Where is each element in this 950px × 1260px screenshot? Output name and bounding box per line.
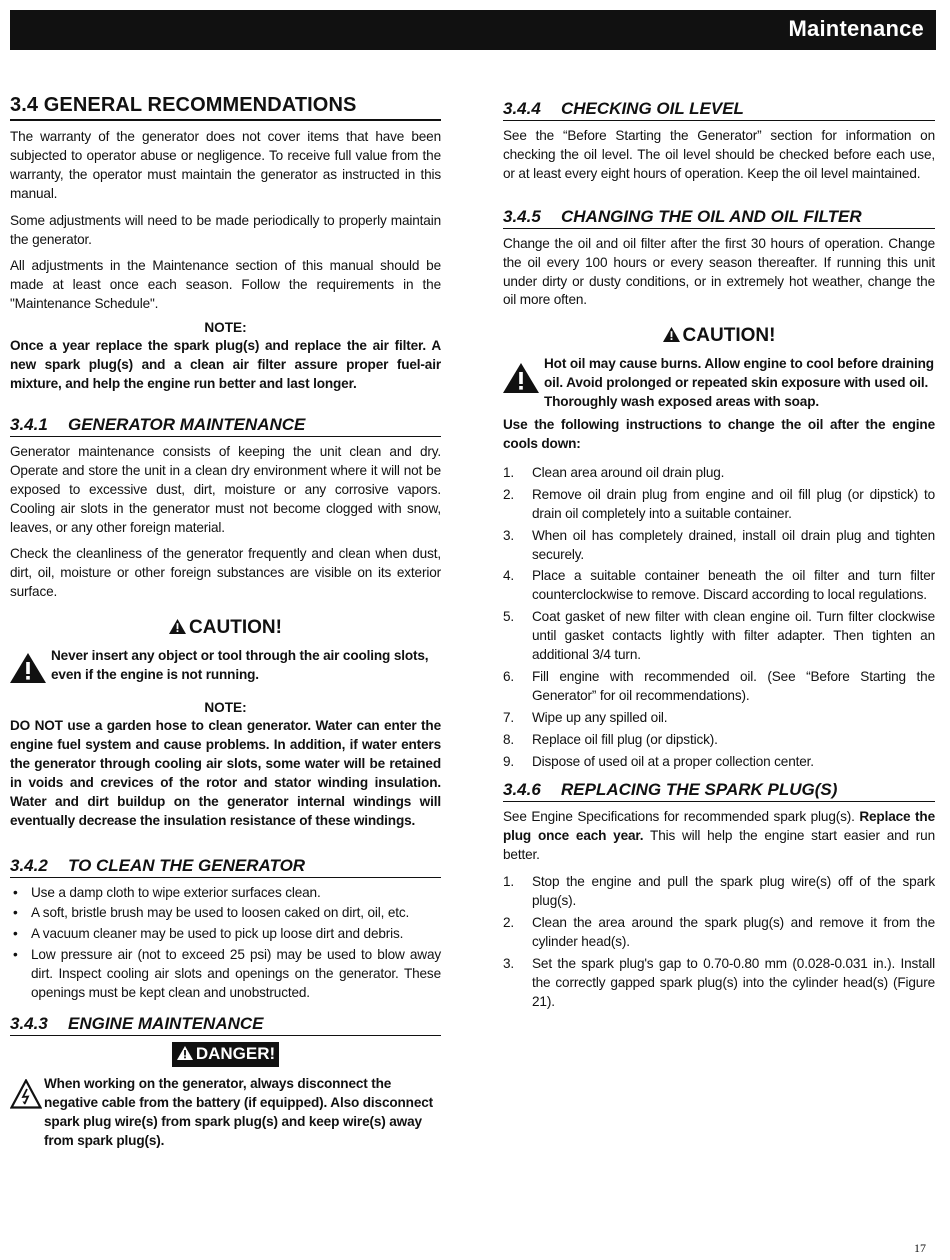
oil-change-steps	[503, 464, 935, 772]
paragraph: See Engine Specifications for recommended spark plug(s). Replace the plug once each year. This will help the engine start easier and run better.	[503, 809, 935, 863]
list-item: 1. Clean area around oil drain plug.	[503, 464, 725, 480]
section-heading-3-4: 3.4 GENERAL RECOMMENDATIONS	[10, 94, 441, 121]
warning-triangle-icon	[169, 617, 186, 641]
caution-heading	[503, 324, 935, 349]
note-label: NOTE:	[204, 320, 247, 336]
list-item: 3. When oil has completely drained, install oil drain plug and tighten securely.	[503, 527, 935, 562]
caution-text: Hot oil may cause burns. Allow engine to cool before draining oil. Avoid prolonged or repeated skin exposure with used oil. Thoroughly wash exposed areas with soap.	[544, 356, 934, 410]
subsection-heading-3-4-1	[10, 414, 441, 437]
subsection-title: GENERATOR MAINTENANCE	[68, 414, 306, 434]
bullet-icon: •	[13, 905, 18, 921]
subsection-title: ENGINE MAINTENANCE	[68, 1014, 264, 1033]
subsection-number: 3.4.3	[10, 1014, 48, 1033]
list-item: 6. Fill engine with recommended oil. (See “Before Starting the Generator” for oil recommendations).	[503, 668, 935, 703]
instructions-intro: Use the following instructions to change the oil after the engine cools down:	[503, 417, 935, 451]
page-number: 17	[914, 1241, 926, 1255]
subsection-heading-3-4-6	[503, 779, 935, 802]
spark-plug-steps	[503, 873, 935, 1011]
paragraph: Some adjustments will need to be made periodically to properly maintain the generator.	[10, 212, 441, 247]
paragraph: See the “Before Starting the Generator” section for information on checking the oil level. The oil level should be checked before each use, or at least every eight hours of operation. Keep the oil level maintained.	[503, 128, 935, 181]
list-item: • A soft, bristle brush may be used to loosen caked on dirt, oil, etc.	[10, 904, 441, 923]
caution-label: CAUTION!	[189, 617, 282, 639]
subsection-title: TO CLEAN THE GENERATOR	[68, 855, 306, 875]
bullet-icon: •	[13, 926, 18, 942]
subsection-heading-3-4-3	[10, 1013, 441, 1036]
right-column	[503, 98, 935, 1015]
paragraph: Generator maintenance consists of keeping the unit clean and dry. Operate and store the unit in a clean dry environment where it will not be exposed to excessive dust, dirt, moisture or any corrosive vapors. Cooling air slots in the generator must not become clogged with snow, leaves, or any other foreign material.	[10, 443, 441, 535]
list-item: 9. Dispose of used oil at a proper collection center.	[503, 753, 814, 769]
danger-text: When working on the generator, always disconnect the negative cable from the battery (if equipped). Also disconnect spark plug wire(s) from spark plug(s) and keep wire(s) away from spark plug(s).	[44, 1076, 434, 1148]
note-label: NOTE:	[204, 700, 247, 716]
electric-shock-icon	[10, 1079, 44, 1114]
subsection-heading-3-4-2	[10, 855, 441, 878]
paragraph: Check the cleanliness of the generator frequently and clean when dust, dirt, oil, moisture or other foreign substances are visible on its exterior surface.	[10, 546, 441, 600]
subsection-number: 3.4.5	[503, 206, 541, 226]
section-title: Maintenance	[788, 16, 924, 41]
danger-heading	[172, 1042, 279, 1067]
warning-triangle-icon	[177, 1044, 193, 1066]
list-item: 2. Clean the area around the spark plug(s) and remove it from the cylinder head(s).	[503, 915, 935, 949]
left-column	[10, 94, 441, 1151]
subsection-heading-3-4-5	[503, 206, 935, 229]
list-item: 4. Place a suitable container beneath the oil filter and turn filter counterclockwise to remove. Discard according to local regulations.	[503, 568, 935, 603]
subsection-number: 3.4.6	[503, 780, 541, 800]
subsection-title: CHECKING OIL LEVEL	[561, 99, 744, 118]
warning-triangle-icon	[503, 363, 544, 398]
caution-block	[10, 647, 441, 688]
list-item: • Use a damp cloth to wipe exterior surfaces clean.	[10, 884, 441, 903]
note-text: Once a year replace the spark plug(s) and replace the air filter. A new spark plug(s) and a clean air filter assure proper fuel-air mixture, and help the engine run better and last longer.	[10, 338, 441, 391]
bullet-list	[10, 884, 441, 1003]
list-item: 7. Wipe up any spilled oil.	[503, 709, 668, 725]
subsection-number: 3.4.1	[10, 414, 48, 434]
list-item: 8. Replace oil fill plug (or dipstick).	[503, 731, 718, 747]
subsection-number: 3.4.4	[503, 99, 541, 118]
caution-block	[503, 355, 935, 412]
list-item: • Low pressure air (not to exceed 25 psi) may be used to blow away dirt. Inspect cooling air slots and openings on the generator. These openings must be kept clean and unobstructed.	[10, 946, 441, 1003]
paragraph: Change the oil and oil filter after the first 30 hours of operation. Change the oil every 100 hours or every season thereafter. If running this unit under dirty or dusty conditions, or in extremely hot weather, change the oil more often.	[503, 235, 935, 308]
header-bar	[10, 10, 936, 50]
subsection-heading-3-4-4	[503, 98, 935, 121]
caution-heading	[10, 616, 441, 641]
list-item: 2. Remove oil drain plug from engine and oil fill plug (or dipstick) to drain oil completely into a suitable container.	[503, 486, 935, 521]
danger-heading-wrap	[10, 1042, 441, 1067]
danger-block	[10, 1075, 441, 1151]
bullet-icon: •	[13, 884, 18, 900]
subsection-title: CHANGING THE OIL AND OIL FILTER	[561, 206, 862, 226]
bullet-icon: •	[13, 947, 18, 963]
warning-triangle-icon	[10, 653, 51, 688]
paragraph: All adjustments in the Maintenance section of this manual should be made at least once each season. Follow the requirements in the "Maintenance Schedule".	[10, 258, 441, 312]
note-text: DO NOT use a garden hose to clean generator. Water can enter the engine fuel system and cause problems. In addition, if water enters the generator through cooling air slots, some water will be retained in voids and crevices of the rotor and stator winding insulation. Water and dirt buildup on the generator internal windings will eventually decrease the insulation resistance of these windings.	[10, 718, 441, 828]
list-item: 5. Coat gasket of new filter with clean engine oil. Turn filter clockwise until gasket contacts lightly with filter adapter. Then tighten an additional 3/4 turn.	[503, 609, 935, 663]
caution-label: CAUTION!	[682, 325, 776, 347]
caution-text: Never insert any object or tool through the air cooling slots, even if the engine is not running.	[51, 648, 429, 683]
list-item: • A vacuum cleaner may be used to pick up loose dirt and debris.	[10, 925, 441, 944]
subsection-title: REPLACING THE SPARK PLUG(S)	[561, 780, 838, 800]
subsection-number: 3.4.2	[10, 855, 48, 875]
danger-label: DANGER!	[195, 1044, 276, 1063]
list-item: 3. Set the spark plug's gap to 0.70-0.80 mm (0.028-0.031 in.). Install the correctly gapped spark plug(s) into the cylinder head(s) (Figure 21).	[503, 955, 935, 1009]
warning-triangle-icon	[663, 325, 680, 349]
list-item: 1. Stop the engine and pull the spark plug wire(s) off of the spark plug(s).	[503, 874, 935, 909]
paragraph: The warranty of the generator does not cover items that have been subjected to operator abuse or negligence. To receive full value from the warranty, the operator must maintain the generator as instructed in this manual.	[10, 129, 441, 201]
